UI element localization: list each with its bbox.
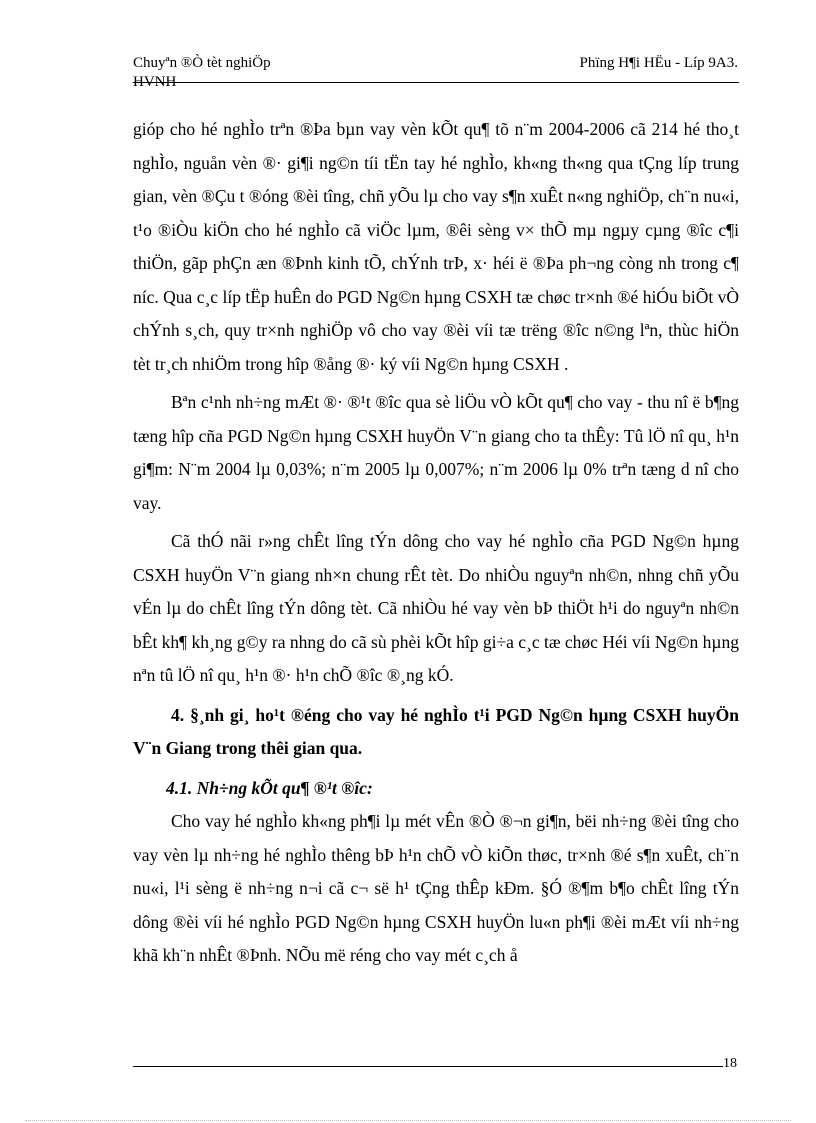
header-subtitle: HVNH [133, 74, 177, 90]
section-heading: 4. §¸nh gi¸ ho¹t ®éng cho vay hé nghÌo t¹i PGD Ng©n hµng CSXH huyÖn V¨n Giang trong thêi gian qua. [133, 704, 739, 758]
paragraph-2: Bªn c¹nh nh÷ng mÆt ®· ®¹t ®îc qua sè liÖu vÒ kÕt qu¶ cho vay - thu nî ë b¶ng tæng hîp cña PGD Ng©n hµng CSXH huyÖn V¨n giang cho ta thÊy: Tû lÖ nî qu¸ h¹n gi¶m: N¨m 2004 lµ 0,03%; n¨m 2005 lµ 0,007%; n¨m 2006 lµ 0% trªn tæng d nî cho vay. [133, 392, 739, 513]
subsection-heading: 4.1. Nh÷ng kÕt qu¶ ®¹t ®îc: [166, 777, 373, 798]
header-divider [133, 82, 739, 83]
document-body [133, 113, 739, 973]
header-right-title: Phïng H¶i HËu - Líp 9A3. [579, 55, 738, 71]
paragraph-1: gióp cho hé nghÌo trªn ®Þa bµn vay vèn kÕt qu¶ tõ n¨m 2004-2006 cã 214 hé tho¸t nghÌo, nguån vèn ®· gi¶i ng©n tíi tËn tay hé nghÌo, kh«ng th«ng qua tÇng líp trung gian, vèn ®Çu t ®óng ®èi tîng, chñ yÕu lµ cho vay s¶n xuÊt n«ng nghiÖp, ch¨n nu«i, t¹o ®iÒu kiÖn cho hé nghÌo cã viÖc lµm, ®êi sèng v× thÕ mµ ngµy cµng ®îc c¶i thiÖn, gãp phÇn æn ®Þnh kinh tÕ, chÝnh trÞ, x· héi ë ®Þa ph¬ng còng nh trong c¶ níc. Qua c¸c líp tËp huÊn do PGD Ng©n hµng CSXH tæ chøc tr×nh ®é hiÓu biÕt vÒ chÝnh s¸ch, quy tr×nh nghiÖp vô cho vay ®èi víi tæ trëng ®îc n©ng lªn, thùc hiÖn tèt tr¸ch nhiÖm trong hîp ®ång ®· ký víi Ng©n hµng CSXH . [133, 119, 739, 374]
paragraph-4: Cho vay hé nghÌo kh«ng ph¶i lµ mét vÊn ®Ò ®¬n gi¶n, bëi nh÷ng ®èi tîng cho vay vèn lµ nh÷ng hé nghÌo thêng bÞ h¹n chÕ vÒ kiÕn thøc, tr×nh ®é s¶n xuÊt, ch¨n nu«i, l¹i sèng ë nh÷ng n¬i cã c¬ së h¹ tÇng thÊp kÐm. §Ó ®¶m b¶o chÊt lîng tÝn dông ®èi víi hé nghÌo PGD Ng©n hµng CSXH huyÖn lu«n ph¶i ®èi mÆt víi nh÷ng khã kh¨n nhÊt ®Þnh. NÕu më réng cho vay mét c¸ch å [133, 811, 739, 965]
page-bottom-edge [25, 1120, 791, 1121]
header-left-title: Chuyªn ®Ò tèt nghiÖp [133, 55, 271, 71]
page-number: 18 [723, 1056, 737, 1071]
footer-divider [133, 1066, 723, 1067]
paragraph-3: Cã thÓ nãi r»ng chÊt lîng tÝn dông cho vay hé nghÌo cña PGD Ng©n hµng CSXH huyÖn V¨n giang nh×n chung rÊt tèt. Do nhiÒu nguyªn nh©n, nhng chñ yÕu vÉn lµ do chÊt lîng tÝn dông tèt. Cã nhiÒu hé vay vèn bÞ thiÖt h¹i do nguyªn nh©n bÊt kh¶ kh¸ng g©y ra nhng do cã sù phèi kÕt hîp gi÷a c¸c tæ chøc Héi víi Ng©n hµng nªn tû lÖ nî qu¸ h¹n ®· h¹n chÕ ®îc ®¸ng kÓ. [133, 531, 739, 685]
